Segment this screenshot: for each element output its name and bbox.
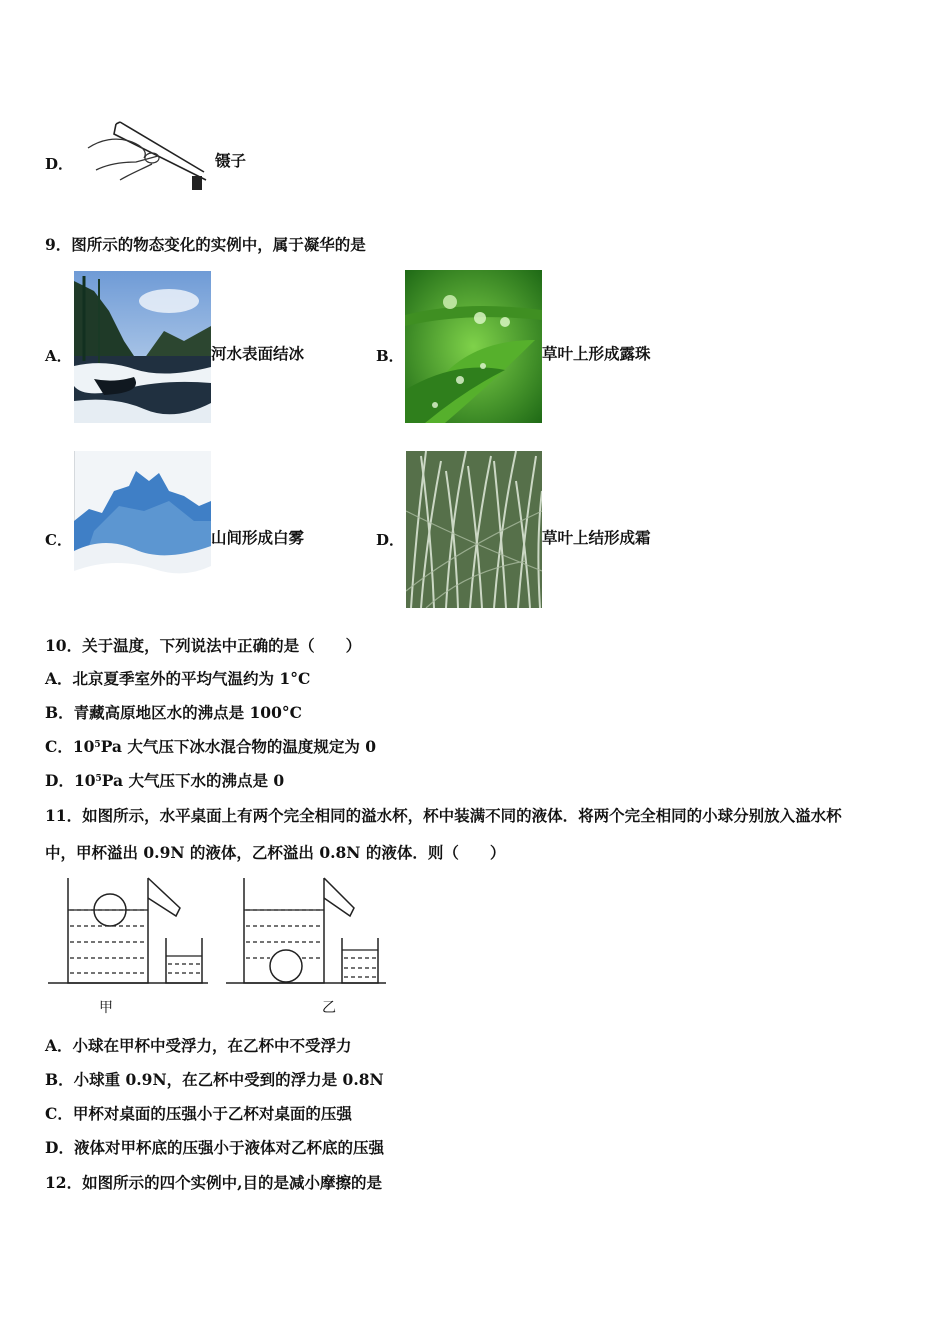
option-letter: C． bbox=[45, 1104, 73, 1123]
q10-option-b bbox=[45, 703, 302, 723]
q11-stem-line2: 中，甲杯溢出 0.9N 的液体，乙杯溢出 0.8N 的液体．则（ ） bbox=[45, 843, 506, 862]
q9-option-a-letter: A． bbox=[45, 347, 72, 365]
option-text-sup: 5 bbox=[95, 774, 102, 784]
q9-option-c-letter: C． bbox=[45, 531, 72, 549]
option-text: 甲杯对桌面的压强小于乙杯对桌面的压强 bbox=[72, 1104, 352, 1123]
q11-option-d bbox=[45, 1138, 384, 1158]
option-letter: A． bbox=[45, 669, 73, 688]
q9-stem: 9．图所示的物态变化的实例中，属于凝华的是 bbox=[45, 235, 366, 254]
q11-option-a bbox=[45, 1036, 352, 1056]
q8-option-d-text: 镊子 bbox=[215, 151, 247, 170]
option-text: 北京夏季室外的平均气温约为 1°C bbox=[72, 669, 311, 688]
option-letter: C． bbox=[45, 737, 73, 756]
option-text-post: Pa 大气压下水的沸点是 0 bbox=[101, 771, 285, 790]
option-text: 液体对甲杯底的压强小于液体对乙杯底的压强 bbox=[73, 1138, 384, 1157]
option-text-sup: 5 bbox=[94, 740, 101, 750]
mountain-fog-photo bbox=[74, 451, 211, 608]
option-letter: D． bbox=[45, 771, 74, 790]
q9-option-d-text: 草叶上结形成霜 bbox=[542, 528, 651, 547]
option-letter: D． bbox=[45, 1138, 74, 1157]
q10-option-a bbox=[45, 669, 310, 689]
option-text: 青藏高原地区水的沸点是 100°C bbox=[73, 703, 302, 722]
option-text: 小球在甲杯中受浮力，在乙杯中不受浮力 bbox=[72, 1036, 352, 1055]
q11-option-c bbox=[45, 1104, 352, 1124]
q9-option-b-letter: B． bbox=[376, 347, 404, 365]
q9-option-a-text: 河水表面结冰 bbox=[211, 344, 305, 363]
q11-stem-line1: 11．如图所示，水平桌面上有两个完全相同的溢水杯，杯中装满不同的液体．将两个完全相同的小球分别放入溢水杯 bbox=[45, 806, 842, 825]
cup-label-jia: 甲 bbox=[99, 1000, 113, 1016]
q10-option-d bbox=[45, 771, 284, 791]
option-letter: B． bbox=[45, 1070, 74, 1089]
option-text-post: Pa 大气压下冰水混合物的温度规定为 0 bbox=[100, 737, 377, 756]
q12-stem: 12．如图所示的四个实例中,目的是减小摩擦的是 bbox=[45, 1173, 382, 1192]
q8-option-d-letter: D． bbox=[45, 155, 74, 173]
option-letter: B． bbox=[45, 703, 74, 722]
q10-stem: 10．关于温度，下列说法中正确的是（ ） bbox=[45, 636, 362, 655]
dew-leaf-photo bbox=[405, 270, 542, 423]
option-text-pre: 10 bbox=[73, 771, 96, 790]
tweezers-illustration bbox=[86, 118, 212, 194]
option-text: 小球重 0.9N，在乙杯中受到的浮力是 0.8N bbox=[73, 1070, 384, 1089]
option-letter: A． bbox=[45, 1036, 73, 1055]
q9-option-d-letter: D． bbox=[376, 531, 405, 549]
q10-option-c bbox=[45, 737, 376, 757]
frost-grass-photo bbox=[406, 451, 542, 608]
frozen-river-photo bbox=[74, 271, 211, 423]
q11-option-b bbox=[45, 1070, 384, 1090]
q9-option-c-text: 山间形成白雾 bbox=[211, 528, 305, 547]
option-text-pre: 10 bbox=[72, 737, 95, 756]
cup-label-yi: 乙 bbox=[322, 1000, 336, 1016]
overflow-cups-diagram bbox=[48, 876, 388, 988]
q9-option-b-text: 草叶上形成露珠 bbox=[542, 344, 651, 363]
